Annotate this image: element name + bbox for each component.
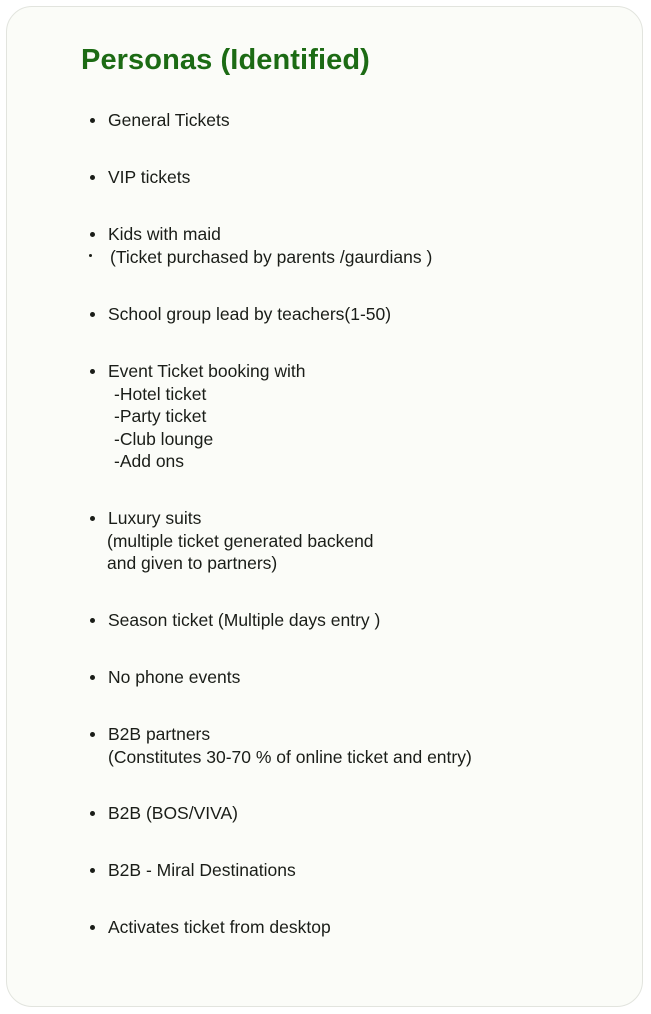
persona-label: B2B - Miral Destinations <box>108 860 296 880</box>
persona-detail: (multiple ticket generated backend <box>107 530 374 551</box>
bullet-icon <box>90 811 95 816</box>
persona-item-general-tickets <box>90 109 610 132</box>
persona-label: No phone events <box>108 667 241 687</box>
persona-subitem: -Add ons <box>114 451 185 472</box>
page-title: Personas (Identified) <box>81 44 370 76</box>
persona-label: B2B (BOS/VIVA) <box>108 803 238 823</box>
persona-subitem: -Party ticket <box>114 406 207 427</box>
persona-label: School group lead by teachers(1-50) <box>108 304 392 324</box>
persona-label: Kids with maid <box>108 224 221 244</box>
persona-subitem: -Hotel ticket <box>114 383 207 404</box>
persona-subitem: -Club lounge <box>114 428 214 449</box>
persona-item-school-group <box>90 303 610 326</box>
persona-label: Event Ticket booking with <box>108 361 306 381</box>
bullet-icon <box>90 118 95 123</box>
persona-item-b2b-miral-destinations <box>90 859 610 882</box>
bullet-icon <box>90 868 95 873</box>
persona-item-activates-ticket-desktop <box>90 916 610 939</box>
persona-item-no-phone-events <box>90 666 610 689</box>
persona-label: Activates ticket from desktop <box>108 917 331 937</box>
persona-detail: and given to partners) <box>107 553 278 574</box>
persona-item-b2b-partners <box>90 723 610 768</box>
persona-label: Luxury suits <box>108 508 202 528</box>
bullet-icon <box>90 175 95 180</box>
bullet-icon <box>90 618 95 623</box>
bullet-icon <box>90 732 95 737</box>
persona-label: Season ticket (Multiple days entry ) <box>108 610 381 630</box>
persona-label: General Tickets <box>108 110 230 130</box>
persona-detail: (Ticket purchased by parents /gaurdians ) <box>110 246 433 267</box>
persona-label: B2B partners <box>108 724 211 744</box>
stray-dot-mark <box>89 254 92 257</box>
persona-item-vip-tickets <box>90 166 610 189</box>
bullet-icon <box>90 925 95 930</box>
persona-detail: (Constitutes 30-70 % of online ticket and entry) <box>108 746 472 767</box>
bullet-icon <box>90 675 95 680</box>
persona-item-event-ticket-booking <box>90 360 610 473</box>
persona-item-b2b-bos-viva <box>90 802 610 825</box>
persona-item-season-ticket <box>90 609 610 632</box>
bullet-icon <box>90 369 95 374</box>
persona-item-kids-with-maid <box>90 223 610 268</box>
persona-item-luxury-suits <box>90 507 610 575</box>
persona-label: VIP tickets <box>108 167 191 187</box>
bullet-icon <box>90 232 95 237</box>
bullet-icon <box>90 312 95 317</box>
bullet-icon <box>90 516 95 521</box>
